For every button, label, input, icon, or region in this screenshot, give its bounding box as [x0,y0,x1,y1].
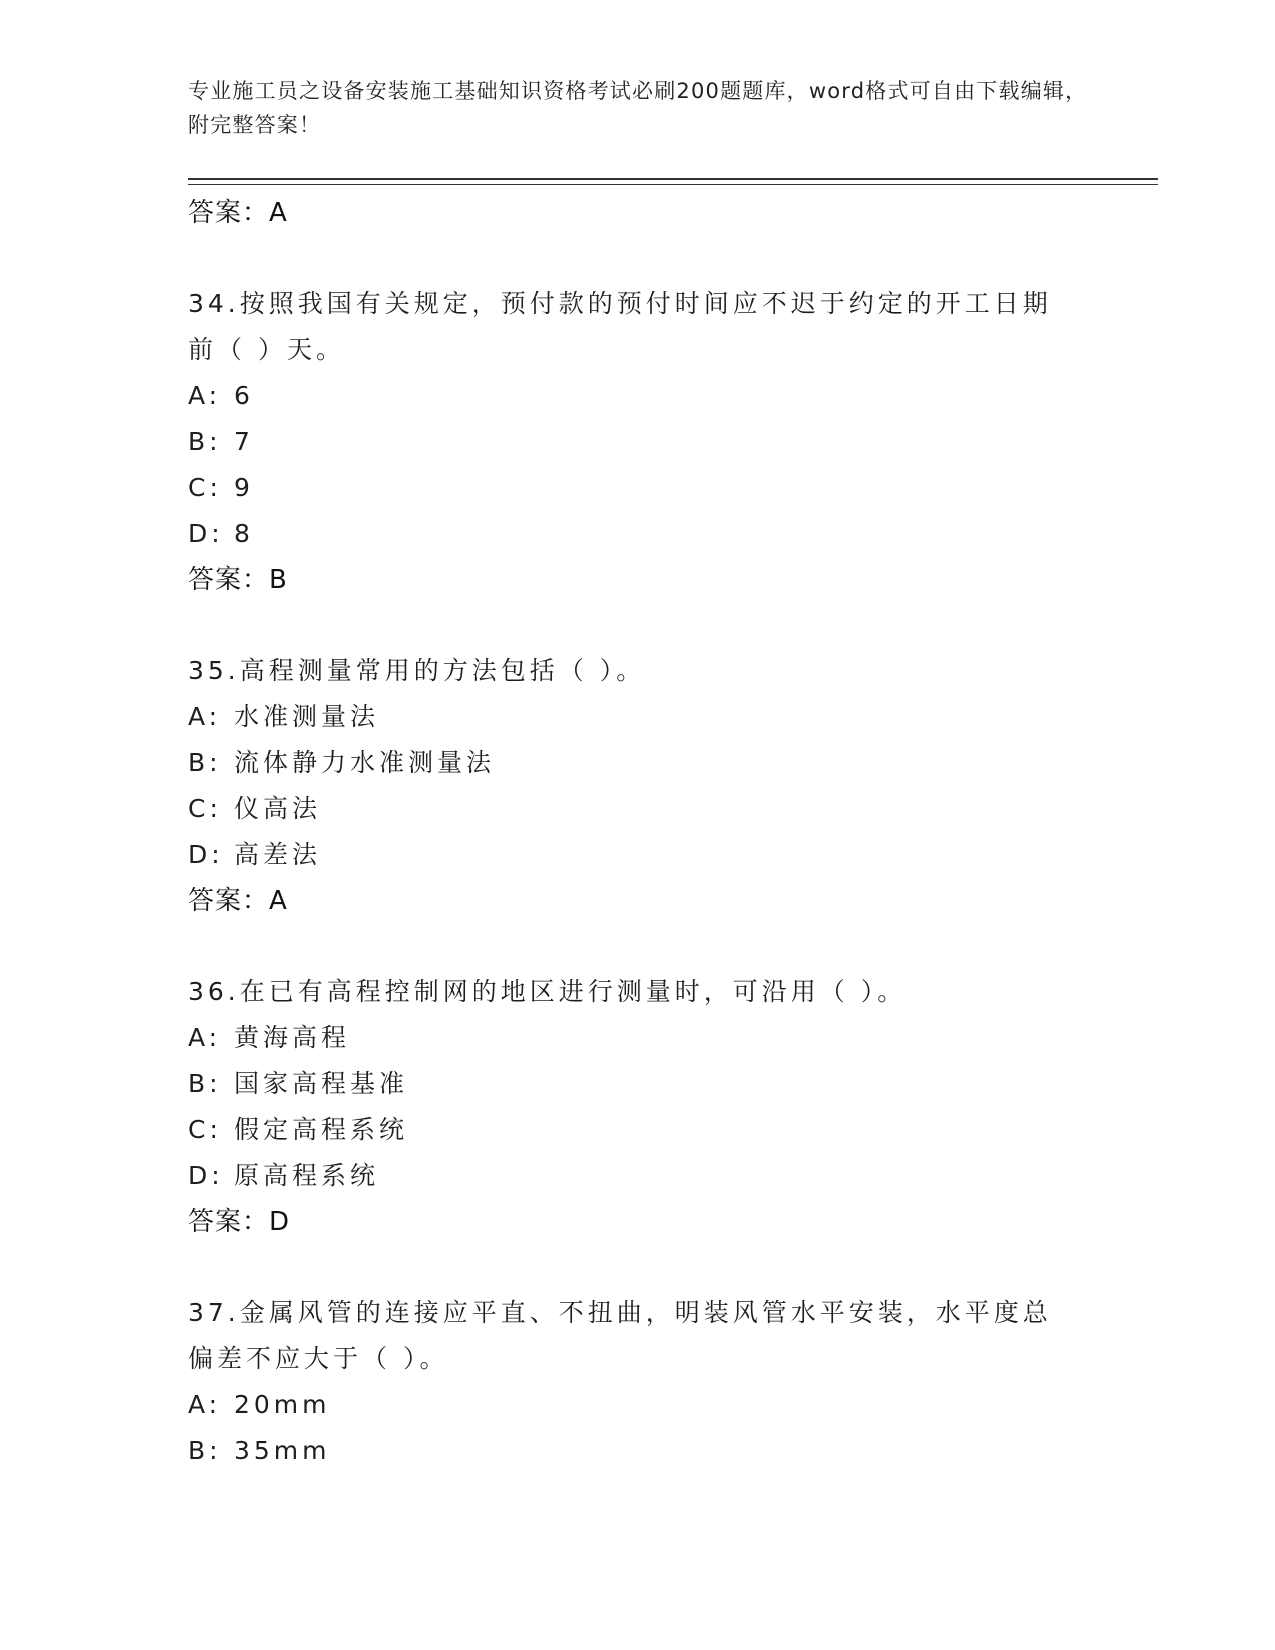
option-label: D: [188,519,224,548]
option-label: C: [188,473,222,502]
option-label: B: [188,1436,222,1465]
question-35-option-d [188,832,1088,878]
question-36-option-d [188,1153,1088,1199]
option-text: 7 [234,427,254,456]
option-label: A: [188,702,222,731]
option-text: 6 [234,381,254,410]
option-text: 原高程系统 [234,1161,380,1190]
option-label: A: [188,381,222,410]
question-36-option-c [188,1107,1088,1153]
spacer [188,603,1088,648]
question-34-option-c [188,465,1088,511]
spacer [188,236,1088,281]
option-text: 20mm [234,1390,331,1419]
document-header: 专业施工员之设备安装施工基础知识资格考试必刷200题题库，word格式可自由下载编辑，附完整答案！ [188,79,1088,137]
previous-answer: 答案：A [188,198,288,228]
option-label: A: [188,1023,222,1052]
spacer [188,1245,1088,1290]
question-35-option-a [188,694,1088,740]
option-label: C: [188,1115,222,1144]
question-34-text: 34.按照我国有关规定，预付款的预付时间应不迟于约定的开工日期前（ ）天。 [188,289,1052,364]
question-34-option-d [188,511,1088,557]
option-label: B: [188,1069,222,1098]
option-label: A: [188,1390,222,1419]
question-34-option-b [188,419,1088,465]
option-text: 9 [234,473,254,502]
option-text: 黄海高程 [234,1023,351,1052]
option-text: 假定高程系统 [234,1115,409,1144]
question-37-option-a [188,1382,1088,1428]
option-label: D: [188,1161,224,1190]
option-text: 35mm [234,1436,331,1465]
option-label: C: [188,794,222,823]
option-text: 水准测量法 [234,702,380,731]
question-36-option-a [188,1015,1088,1061]
question-34-answer: 答案：B [188,565,288,595]
option-text: 国家高程基准 [234,1069,409,1098]
spacer [188,924,1088,969]
option-text: 流体静力水准测量法 [234,748,496,777]
question-35-answer: 答案：A [188,886,288,916]
question-content [188,190,1088,1474]
option-label: D: [188,840,224,869]
header-rule-thin [188,184,1158,185]
question-36-text: 36.在已有高程控制网的地区进行测量时，可沿用（ ）。 [188,977,907,1006]
option-label: B: [188,748,222,777]
option-text: 高差法 [234,840,322,869]
option-text: 8 [234,519,254,548]
header-rule-thick [188,178,1158,180]
question-35-text: 35.高程测量常用的方法包括（ ）。 [188,656,646,685]
question-36-option-b [188,1061,1088,1107]
question-36-answer: 答案：D [188,1207,291,1237]
question-35-option-b [188,740,1088,786]
option-label: B: [188,427,222,456]
question-37-option-b [188,1428,1088,1474]
option-text: 仪高法 [234,794,322,823]
question-34-option-a [188,373,1088,419]
question-37-text: 37.金属风管的连接应平直、不扭曲，明装风管水平安装，水平度总偏差不应大于（ ）。 [188,1298,1052,1373]
question-35-option-c [188,786,1088,832]
